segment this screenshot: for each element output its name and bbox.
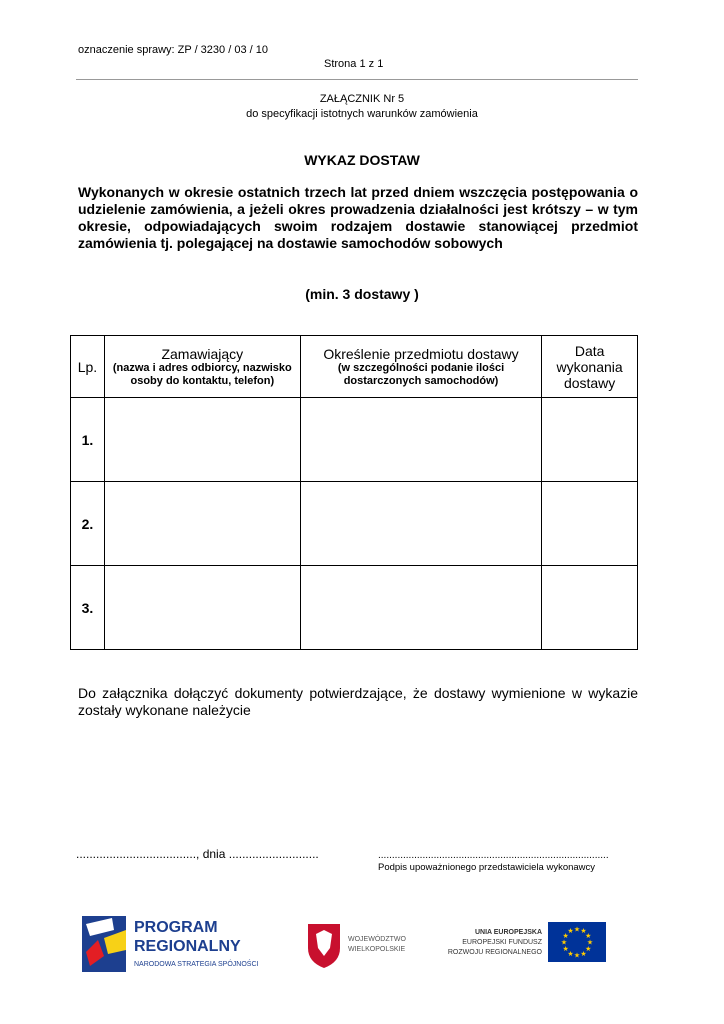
region-line2: WIELKOPOLSKIE [348, 946, 406, 953]
eu-star-icon: ★ [573, 952, 581, 960]
header-date: Data wykonania dostawy [542, 336, 638, 398]
row-number: 2. [71, 482, 105, 566]
date-cell[interactable] [542, 482, 638, 566]
client-cell[interactable] [104, 482, 300, 566]
funding-logos [0, 900, 724, 980]
eu-star-icon: ★ [573, 926, 581, 934]
subject-cell[interactable] [300, 482, 541, 566]
header-divider [76, 79, 638, 80]
place-dots: .................................... [76, 847, 197, 861]
signature-line[interactable]: ................................................................................... [378, 850, 609, 861]
eu-line1: UNIA EUROPEJSKA [474, 929, 542, 936]
subject-cell[interactable] [300, 398, 541, 482]
page-number: Strona 1 z 1 [324, 58, 384, 70]
minimum-note: (min. 3 dostawy ) [305, 286, 419, 302]
header-client-label: Zamawiający [161, 345, 244, 362]
table-header-row [71, 336, 638, 398]
table-row [71, 398, 638, 482]
header-subject [300, 336, 541, 398]
eu-star-icon: ★ [567, 950, 574, 958]
signature-caption: Podpis upoważnionego przedstawiciela wykonawcy [378, 862, 596, 873]
eu-star-icon: ★ [585, 933, 592, 940]
attachment-subtitle: do specyfikacji istotnych warunków zamówienia [246, 108, 478, 120]
intro-paragraph: Wykonanych w okresie ostatnich trzech lat przed dniem wszczęcia postępowania o udzielenie zamówienia, a jeżeli okres prowadzenia działalności jest krótszy – w tym okresie, odpowiadających swoim rodzajem dostawie stanowiącej przedmiot zamówienia tj. polegającej na dostawie samochodów sobowych [78, 184, 638, 251]
eu-star-icon: ★ [560, 939, 568, 947]
eu-star-icon: ★ [562, 933, 569, 940]
eu-star-icon: ★ [586, 939, 594, 947]
row-number: 3. [71, 566, 105, 650]
subject-cell[interactable] [300, 566, 541, 650]
program-line3: NARODOWA STRATEGIA SPÓJNOŚCI [134, 961, 259, 968]
eu-line3: ROZWOJU REGIONALNEGO [447, 949, 542, 956]
document-title: WYKAZ DOSTAW [304, 152, 420, 168]
eu-star-icon: ★ [580, 928, 587, 936]
eu-star-icon: ★ [562, 946, 569, 953]
deliveries-table [70, 335, 638, 650]
eu-line2: EUROPEJSKI FUNDUSZ [462, 939, 542, 946]
date-cell[interactable] [542, 566, 638, 650]
program-regionalny-logo [82, 916, 259, 972]
place-date-line[interactable] [76, 847, 319, 861]
table-row [71, 482, 638, 566]
closing-paragraph: Do załącznika dołączyć dokumenty potwierdzające, że dostawy wymienione w wykazie zostały wykonane należycie [78, 685, 638, 718]
case-reference: oznaczenie sprawy: ZP / 3230 / 03 / 10 [78, 44, 268, 56]
header-subject-note: (w szczególności podanie ilości dostarczonych samochodów) [337, 361, 505, 387]
date-word: , dnia [196, 847, 226, 861]
date-cell[interactable] [542, 398, 638, 482]
row-number: 1. [71, 398, 105, 482]
client-cell[interactable] [104, 398, 300, 482]
table-row [71, 566, 638, 650]
date-dots: ........................... [228, 847, 319, 861]
header-client [104, 336, 300, 398]
eu-star-icon: ★ [567, 928, 574, 936]
program-line1: PROGRAM [134, 919, 218, 936]
header-subject-label: Określenie przedmiotu dostawy [323, 345, 519, 362]
eu-star-icon: ★ [585, 946, 592, 953]
header-client-note: (nazwa i adres odbiorcy, nazwisko osoby do kontaktu, telefon) [112, 361, 292, 387]
wielkopolskie-logo [308, 924, 406, 968]
region-line1: WOJEWÓDZTWO [348, 936, 406, 943]
eu-star-icon: ★ [580, 950, 587, 958]
program-line2: REGIONALNY [134, 938, 241, 955]
header-lp: Lp. [71, 336, 105, 398]
eu-logo [448, 922, 606, 962]
attachment-title: ZAŁĄCZNIK Nr 5 [319, 93, 405, 105]
client-cell[interactable] [104, 566, 300, 650]
